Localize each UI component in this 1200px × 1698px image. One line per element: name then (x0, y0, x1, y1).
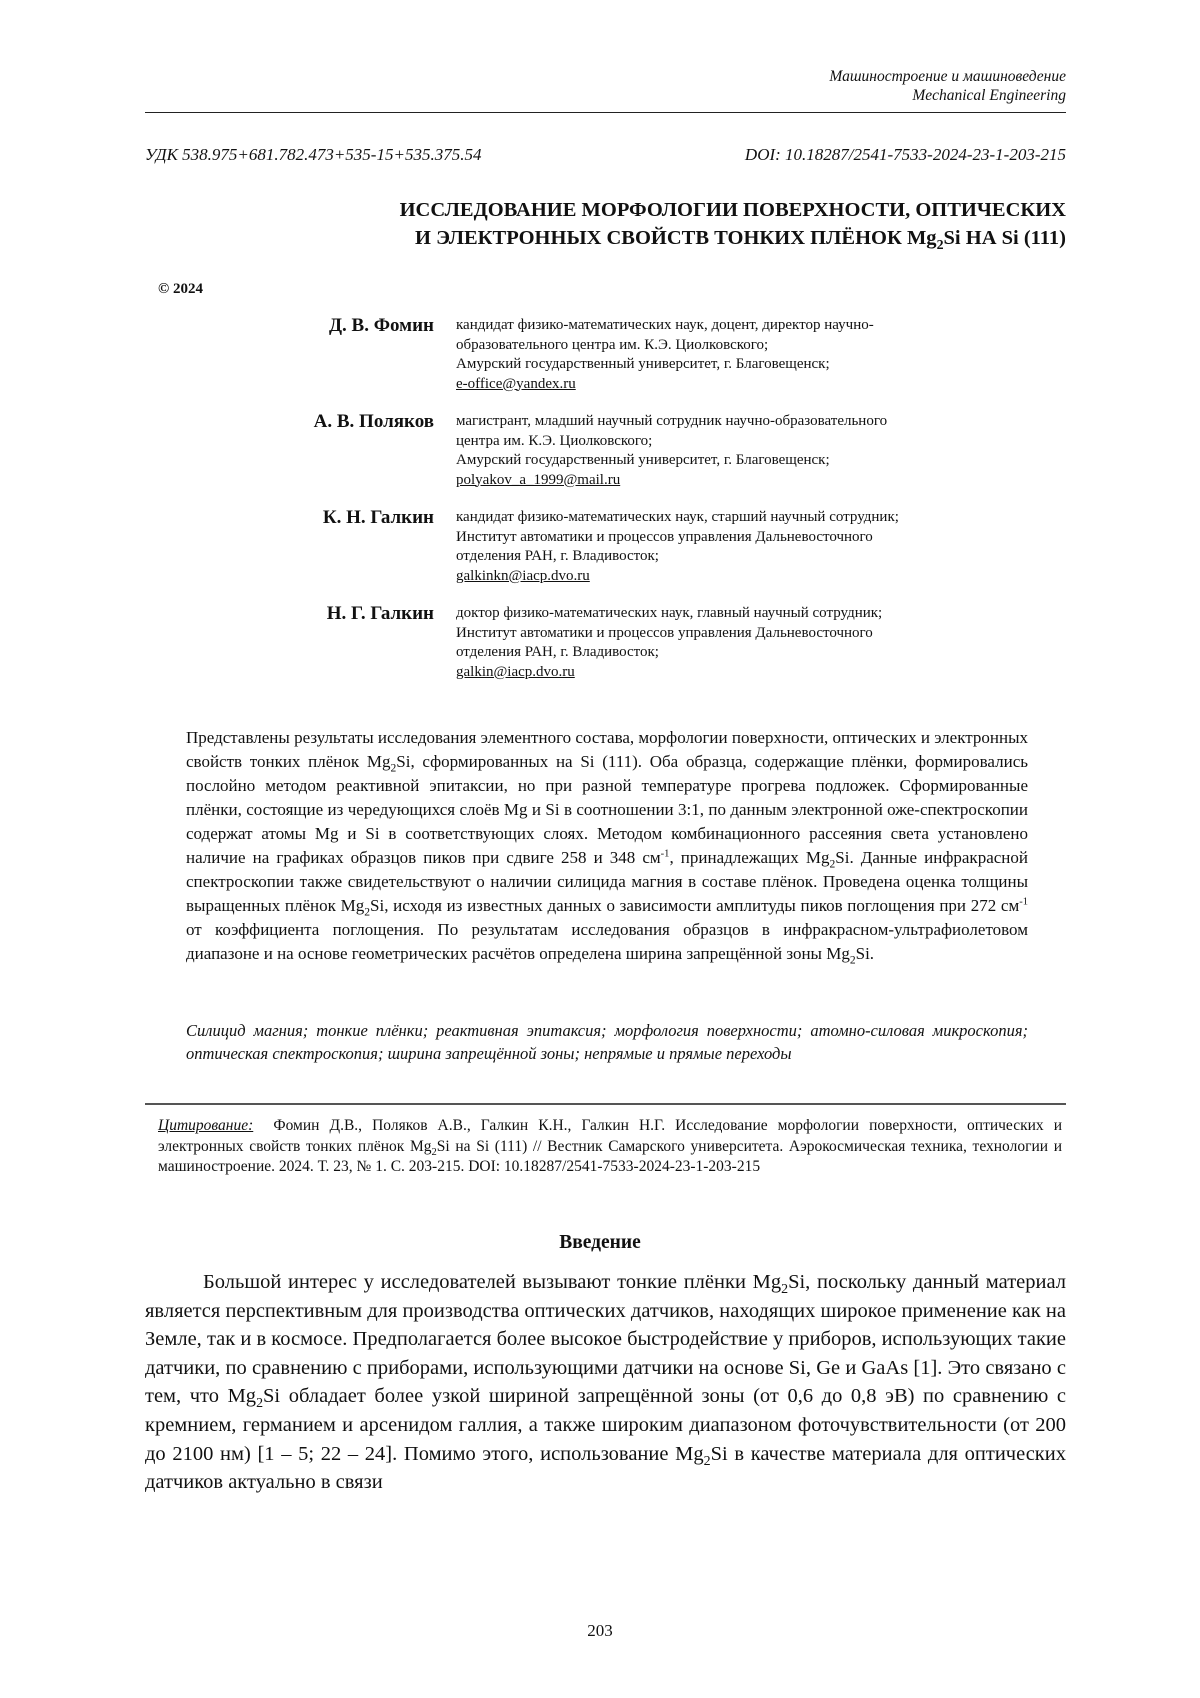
author-email-link[interactable]: polyakov_a_1999@mail.ru (456, 471, 621, 488)
body-paragraph: Большой интерес у исследователей вызывают тонкие плёнки $Mg_2Si$, поскольку данный материал является перспективным для производства оптических датчиков, находящих широкое применение как на Земле, так и в космосе. Предполагается более высокое быстродействие у приборов, использующих такие датчики, по сравнению с приборами, использующими датчики на основе Si, Ge и GaAs [1]. Это связано с тем, что $Mg_2Si$ обладает более узкой шириной запрещённой зоны (от 0,6 до 0,8 эВ) по сравнению с кремнием, германием и арсенидом галлия, а также широким диапазоном фоточувствительности (от 200 до 2100 нм) [1 – 5; 22 – 24]. Помимо этого, использование $Mg_2Si$ в качестве материала для оптических датчиков актуально в связи (145, 1271, 1066, 1494)
author-affiliation: доктор физико-математических наук, главный научный сотрудник; Институт автоматики и процессов управления Дальневосточного отделения РАН, г. Владивосток; galkin@iacp.dvo.ru (456, 604, 1056, 682)
journal-title-ru: Машиностроение и машиноведение (829, 68, 1066, 85)
author-email-link[interactable]: galkin@iacp.dvo.ru (456, 663, 575, 680)
article-title (166, 196, 1066, 252)
journal-title-en: Mechanical Engineering (912, 86, 1066, 104)
page-number: 203 (587, 1621, 613, 1640)
doi-code: DOI: 10.18287/2541-7533-2024-23-1-203-215 (744, 145, 1066, 164)
abstract-divider (145, 1103, 1066, 1105)
abstract: Представлены результаты исследования элементного состава, морфологии поверхности, оптических и электронных свойств тонких плёнок $Mg_2Si$, сформированных на Si (111). Оба образца, содержащие плёнки, формировались послойно методом реактивной эпитаксии, но при разной температуре прогрева подложек. Сформированные плёнки, состоящие из чередующихся слоёв Mg и Si в соотношении 3:1, по данным электронной оже-спектроскопии содержат атомы Mg и Si в соответствующих слоях. Методом комбинационного рассеяния света установлено наличие на графиках образцов пиков при сдвиге 258 и 348 $см^{-1}$, принадлежащих $Mg_2Si$. Данные инфракрасной спектроскопии также свидетельствуют о наличии силицида магния в составе плёнок. Проведена оценка толщины выращенных плёнок $Mg_2Si$, исходя из известных данных о зависимости амплитуды пиков поглощения при 272 $см^{-1}$ от коэффициента поглощения. По результатам исследования образцов в инфракрасном-ультрафиолетовом диапазоне и на основе геометрических расчётов определена ширина запрещённой зоны $Mg_2Si$. (186, 728, 1028, 967)
journal-header (829, 68, 1066, 105)
author-affiliation: кандидат физико-математических наук, доцент, директор научно- образовательного центра им. К.Э. Циолковского; Амурский государственный университет, г. Благовещенск; e-office@yandex.ru (456, 316, 1056, 394)
author-affiliation: кандидат физико-математических наук, старший научный сотрудник; Институт автоматики и процессов управления Дальневосточного отделения РАН, г. Владивосток; galkinkn@iacp.dvo.ru (456, 508, 1056, 586)
citation-block: Цитирование: Фомин Д.В., Поляков А.В., Галкин К.Н., Галкин Н.Г. Исследование морфологии поверхности, оптических и электронных свойств тонких плёнок $Mg_2Si$ на Si (111) // Вестник Самарского университета. Аэрокосмическая техника, технологии и машиностроение. 2024. Т. 23, № 1. С. 203-215. DOI: 10.18287/2541-7533-2024-23-1-203-215 (158, 1117, 1062, 1175)
author-name: К. Н. Галкин (322, 507, 434, 528)
udk-code: УДК 538.975+681.782.473+535-15+535.375.54 (145, 145, 482, 164)
section-heading: Введение (559, 1232, 641, 1253)
author-name: А. В. Поляков (313, 411, 434, 432)
author-email-link[interactable]: e-office@yandex.ru (456, 375, 576, 392)
author-affiliation: магистрант, младший научный сотрудник научно-образовательного центра им. К.Э. Циолковского; Амурский государственный университет, г. Благовещенск; polyakov_a_1999@mail.ru (456, 412, 1056, 490)
header-divider (145, 112, 1066, 113)
title-line-2: И ЭЛЕКТРОННЫХ СВОЙСТВ ТОНКИХ ПЛЁНОК $Mg_2Si$ НА Si (111) (415, 227, 1066, 254)
author-email-link[interactable]: galkinkn@iacp.dvo.ru (456, 567, 590, 584)
author-name: Д. В. Фомин (328, 315, 434, 336)
keywords: Силицид магния; тонкие плёнки; реактивная эпитаксия; морфология поверхности; атомно-силовая микроскопия; оптическая спектроскопия; ширина запрещённой зоны; непрямые и прямые переходы (186, 1021, 1028, 1063)
copyright: © 2024 (158, 281, 203, 297)
author-name: Н. Г. Галкин (326, 603, 434, 624)
citation-label: Цитирование: (158, 1117, 254, 1134)
title-line-1: ИССЛЕДОВАНИЕ МОРФОЛОГИИ ПОВЕРХНОСТИ, ОПТИЧЕСКИХ (399, 199, 1066, 221)
